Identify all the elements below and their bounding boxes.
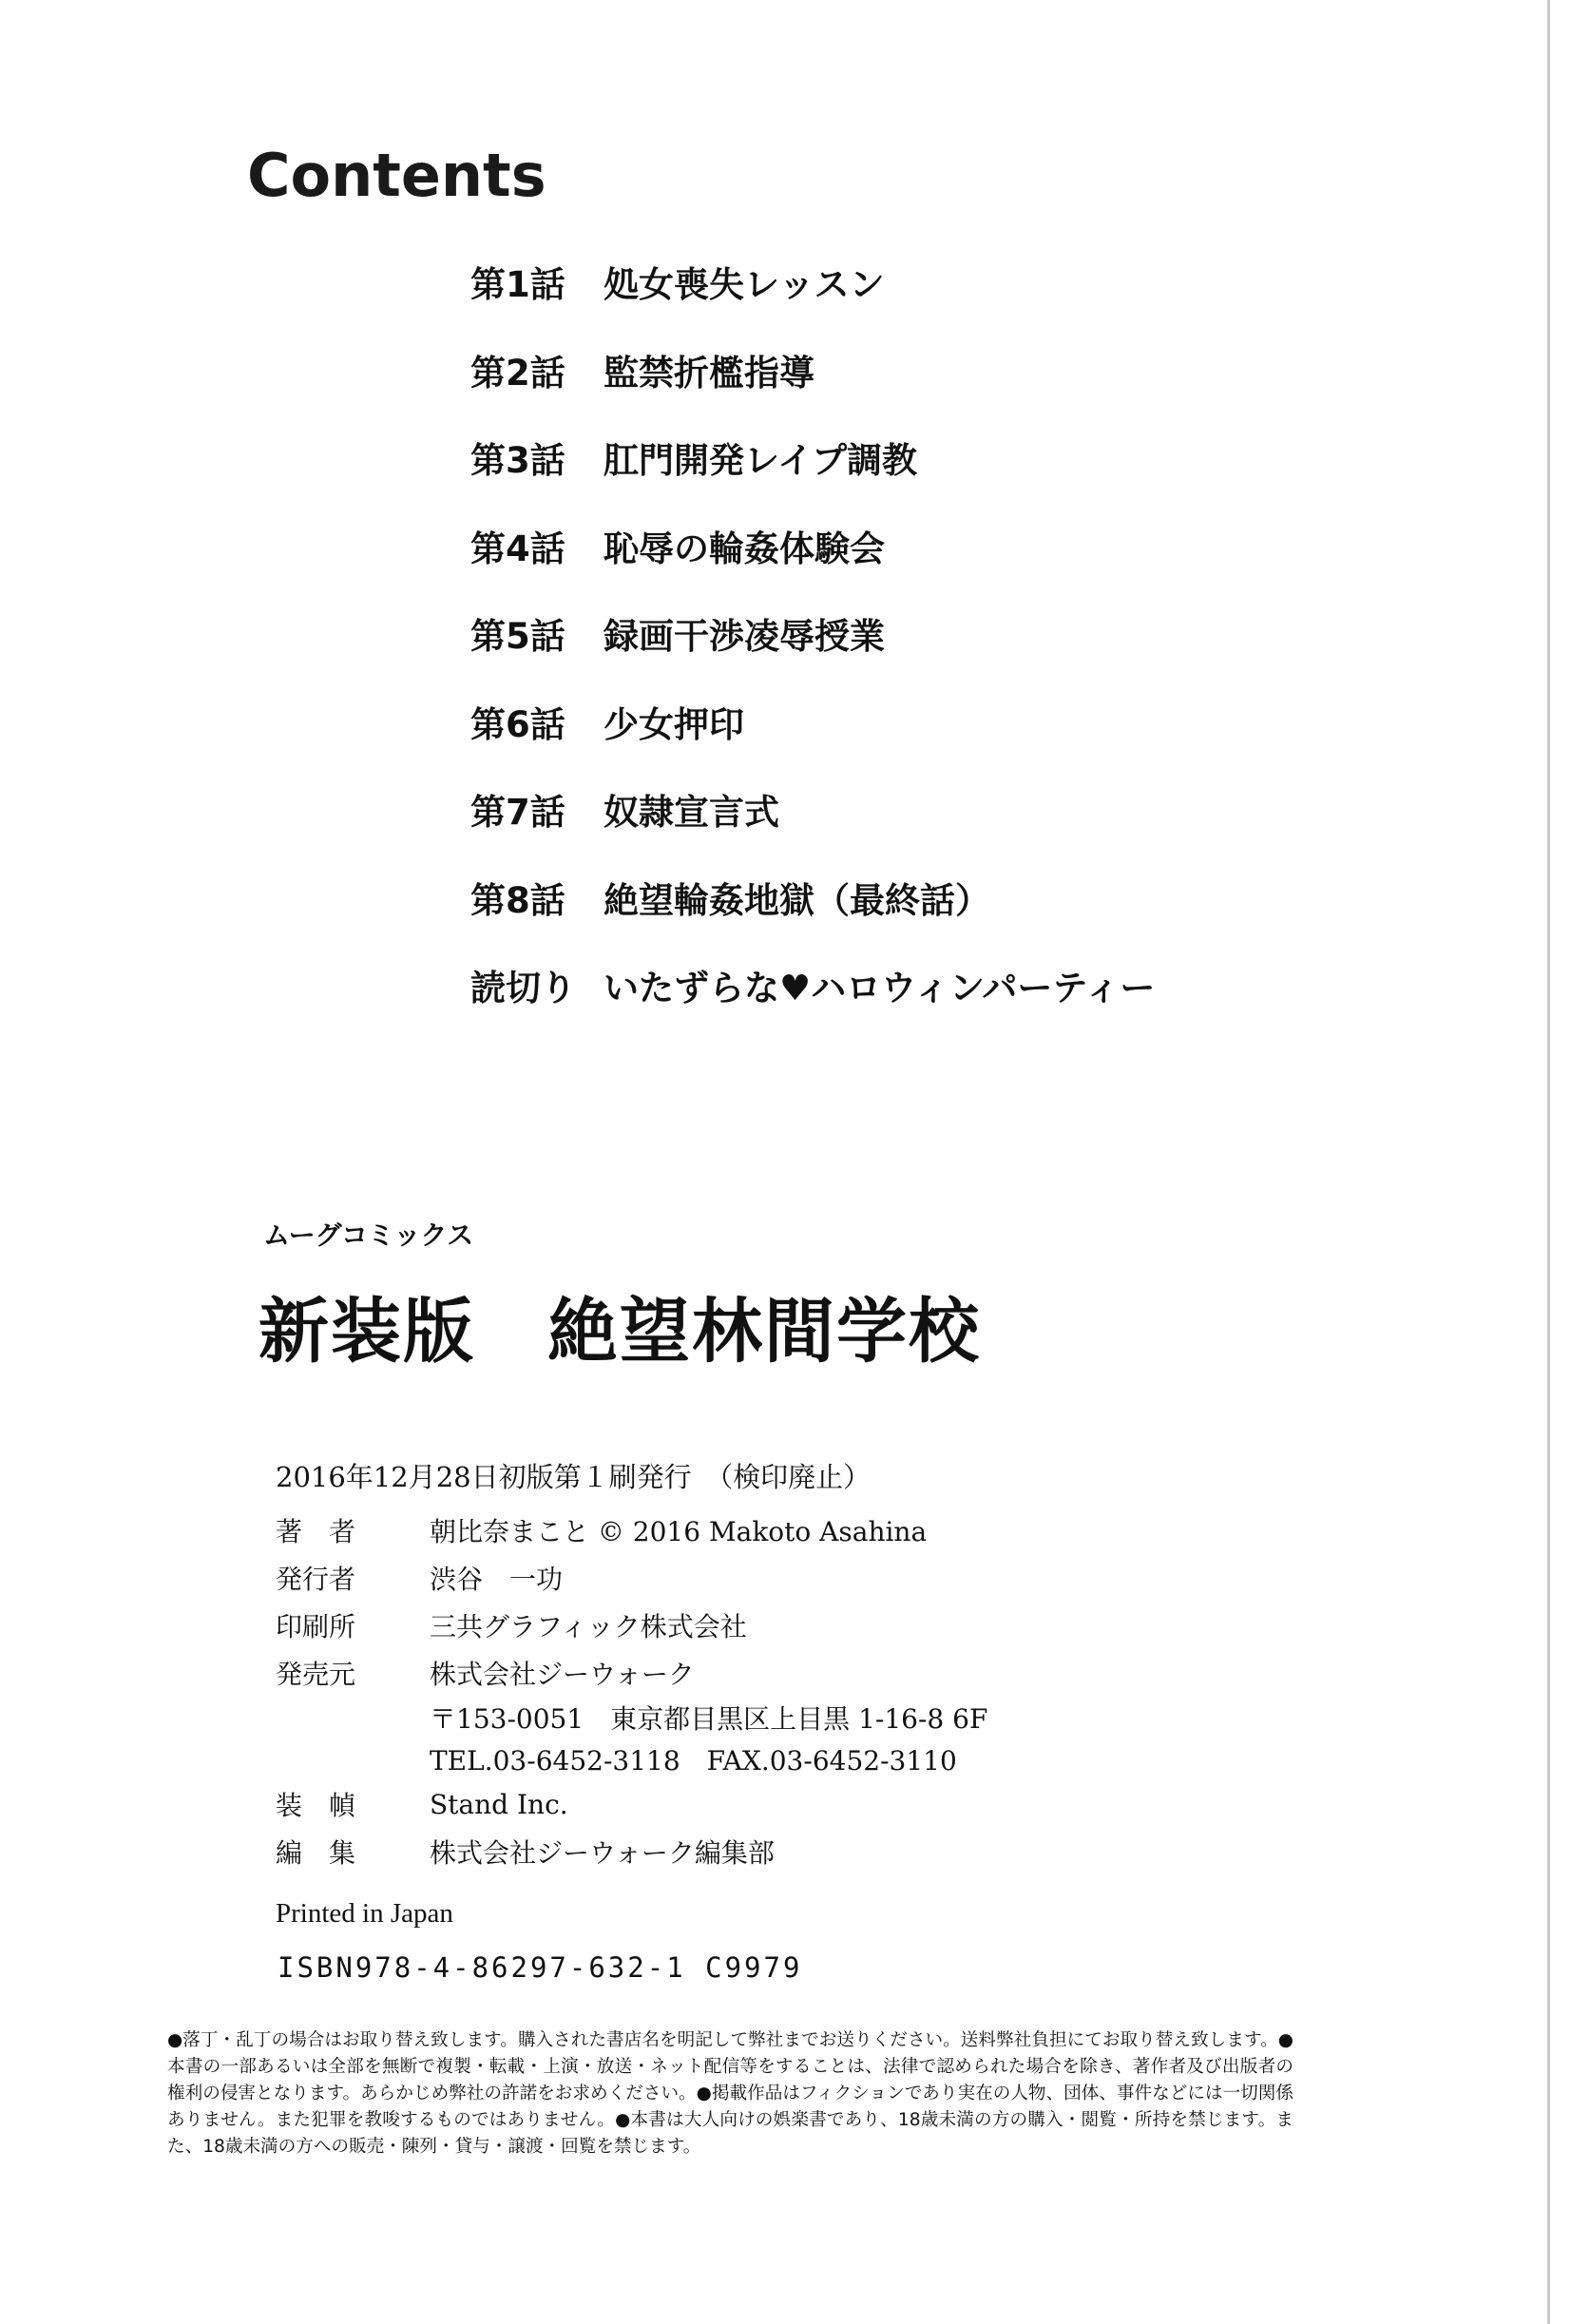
- toc-item: [470, 854, 1155, 942]
- chapter-number: 第3話: [470, 440, 565, 482]
- design-label: 装 幀: [276, 1790, 356, 1821]
- distributor-label: 発売元: [276, 1659, 356, 1690]
- table-of-contents: [470, 238, 1155, 1029]
- contents-heading: Contents: [247, 141, 546, 210]
- colophon-row-author: [276, 1507, 987, 1554]
- chapter-number: 第1話: [470, 264, 565, 306]
- book-title: 新装版 絶望林間学校: [259, 1291, 981, 1373]
- chapter-title: 少女押印: [603, 703, 744, 745]
- distributor-value: 株式会社ジーウォーク: [430, 1659, 695, 1690]
- chapter-number: 第7話: [470, 792, 565, 834]
- distributor-address: 〒153-0051 東京都目黒区上目黒 1-16-8 6F: [430, 1703, 988, 1735]
- colophon: [276, 1507, 987, 1875]
- chapter-title: 録画干渉凌辱授業: [603, 616, 885, 658]
- colophon-row-printer: [276, 1602, 987, 1649]
- toc-item: [470, 413, 1155, 502]
- author-value: 朝比奈まこと © 2016 Makoto Asahina: [430, 1516, 928, 1547]
- colophon-row-publisher: [276, 1554, 987, 1602]
- chapter-title: 絶望輪姦地獄（最終話）: [603, 879, 990, 921]
- legal-notice: ●落丁・乱丁の場合はお取り替え致します。購入された書店名を明記して弊社までお送りください。送料弊社負担にてお取り替え致します。●本書の一部あるいは全部を無断で複製・転載・上演・放送・ネット配信等をすることは、法律で認められた場合を除き、著作者及び出版者の権利の侵害となります。あらかじめ弊社の許諾をお求めください。●掲載作品はフィクションであり実在の人物、団体、事件などには一切関係ありません。また犯罪を教唆するものではありません。●本書は大人向けの娯楽書であり、18歳未満の方の購入・閲覧・所持を禁じます。また、18歳未満の方への販売・陳列・貸与・譲渡・回覧を禁じます。: [167, 2030, 1293, 2157]
- page-edge: [1547, 0, 1550, 2324]
- toc-item: [470, 326, 1155, 414]
- printer-label: 印刷所: [276, 1611, 356, 1642]
- chapter-number: 第2話: [470, 352, 565, 394]
- chapter-title: 奴隷宣言式: [603, 792, 779, 834]
- chapter-title: いたずらな♥ハロウィンパーティー: [603, 968, 1156, 1009]
- distributor-phone: TEL.03-6452-3118 FAX.03-6452-3110: [430, 1745, 957, 1777]
- edition-line: 2016年12月28日初版第１刷発行 （検印廃止）: [276, 1461, 872, 1493]
- chapter-title: 恥辱の輪姦体験会: [603, 528, 885, 569]
- toc-item: [470, 502, 1155, 590]
- chapter-number: 第4話: [470, 528, 565, 569]
- colophon-row-address: [276, 1697, 987, 1738]
- isbn: ISBN978-4-86297-632-1 C9979: [278, 1951, 803, 1984]
- chapter-number: 第5話: [470, 616, 565, 658]
- publisher-value: 渋谷 一功: [430, 1564, 564, 1595]
- editor-value: 株式会社ジーウォーク編集部: [430, 1837, 775, 1869]
- author-label: 著 者: [276, 1516, 356, 1547]
- design-value: Stand Inc.: [430, 1788, 568, 1820]
- colophon-row-phone: [276, 1738, 987, 1780]
- chapter-title: 処女喪失レッスン: [603, 264, 885, 306]
- colophon-row-distributor: [276, 1649, 987, 1697]
- colophon-row-editor: [276, 1828, 987, 1875]
- colophon-row-design: [276, 1780, 987, 1828]
- printer-value: 三共グラフィック株式会社: [430, 1611, 747, 1642]
- toc-item: [470, 589, 1155, 678]
- toc-item: [470, 238, 1155, 326]
- toc-item: [470, 678, 1155, 766]
- toc-item: [470, 765, 1155, 854]
- chapter-title: 監禁折檻指導: [603, 352, 814, 394]
- chapter-title: 肛門開発レイプ調教: [603, 440, 918, 482]
- chapter-number: 第6話: [470, 703, 565, 745]
- toc-item: [470, 941, 1155, 1029]
- publisher-label: 発行者: [276, 1564, 356, 1595]
- printed-in: Printed in Japan: [276, 1898, 453, 1929]
- chapter-number: 読切り: [470, 968, 576, 1009]
- imprint-label: ムーグコミックス: [263, 1220, 474, 1251]
- editor-label: 編 集: [276, 1837, 356, 1869]
- chapter-number: 第8話: [470, 879, 565, 921]
